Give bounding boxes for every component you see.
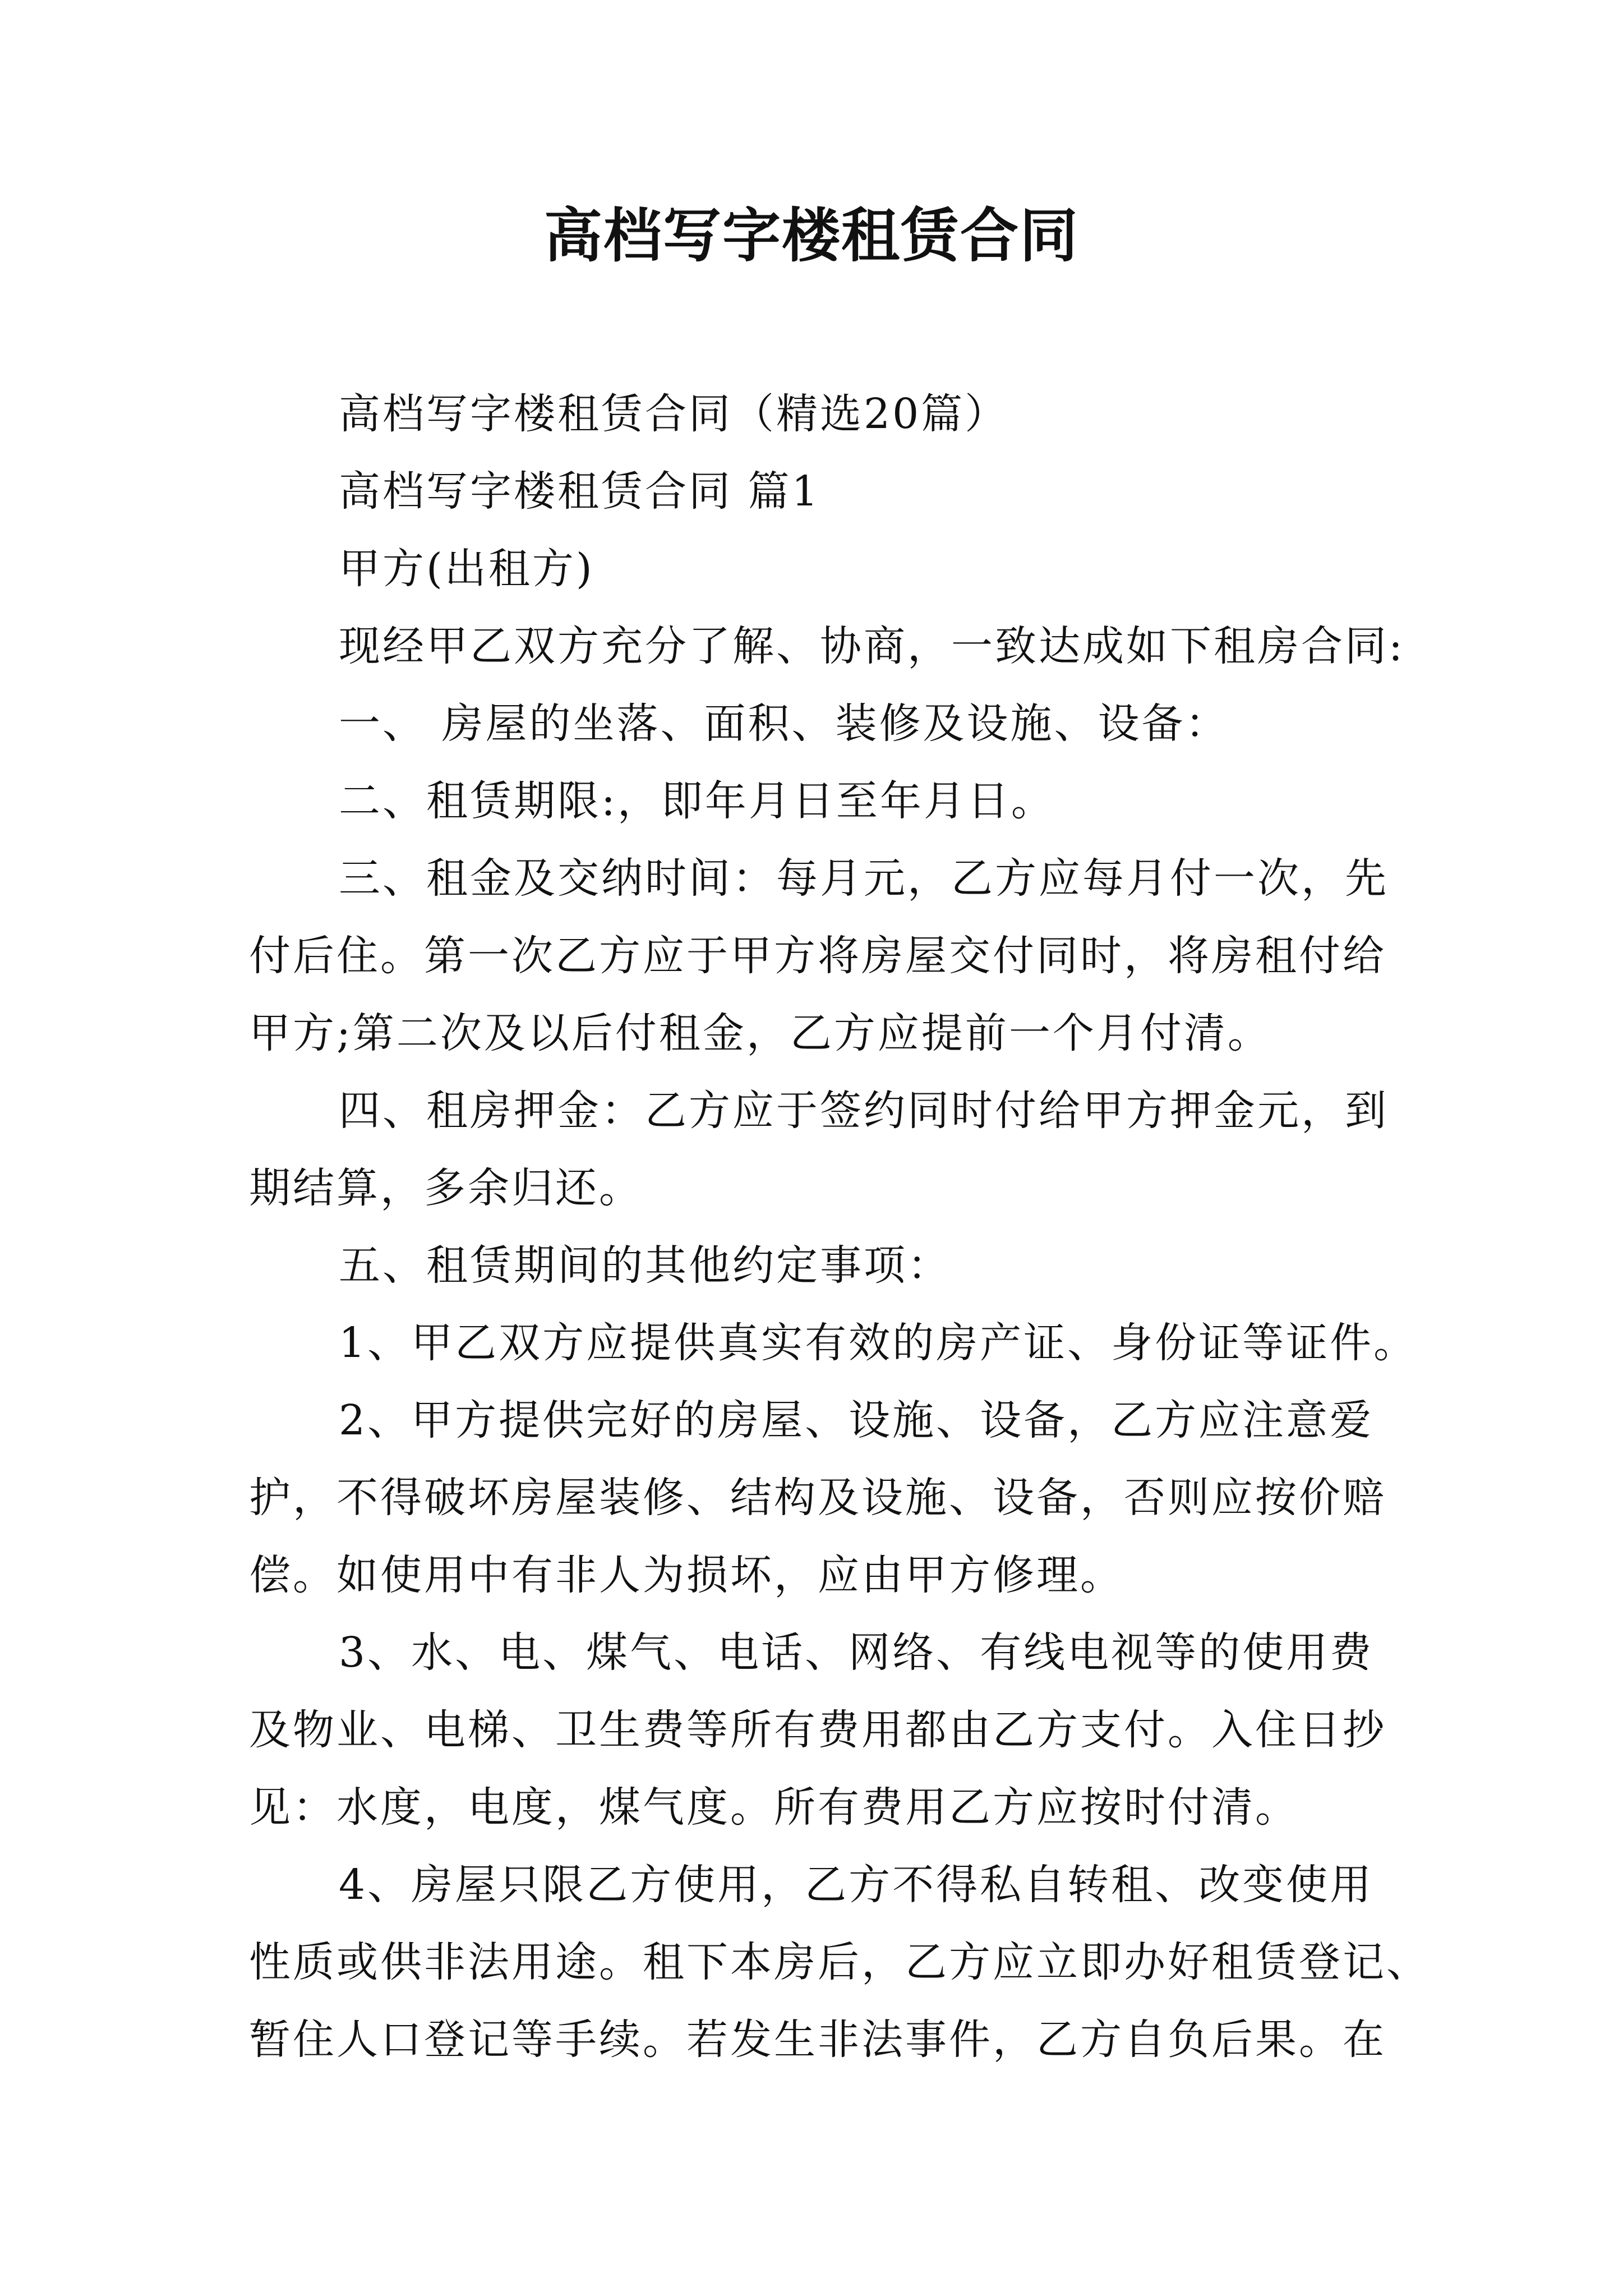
- item-4-line: 暂住人口登记等手续。若发生非法事件，乙方自负后果。在: [249, 2016, 1386, 2064]
- clause-1: 一、 房屋的坐落、面积、装修及设施、设备：: [339, 700, 1229, 748]
- clause-3-line: 付后住。第一次乙方应于甲方将房屋交付同时，将房租付给: [249, 932, 1386, 980]
- item-2-line: 护，不得破坏房屋装修、结构及设施、设备，否则应按价赔: [249, 1474, 1386, 1522]
- item-3-line: 见：水度，电度，煤气度。所有费用乙方应按时付清。: [249, 1783, 1299, 1832]
- item-3-line: 3、水、电、煤气、电话、网络、有线电视等的使用费: [339, 1628, 1374, 1677]
- clause-5-heading: 五、租赁期间的其他约定事项：: [339, 1241, 951, 1290]
- paragraph-line: 现经甲乙双方充分了解、协商，一致达成如下租房合同:: [339, 622, 1405, 670]
- clause-4-line: 四、租房押金：乙方应于签约同时付给甲方押金元，到: [339, 1087, 1389, 1135]
- clause-3-line: 三、租金及交纳时间：每月元，乙方应每月付一次，先: [339, 854, 1389, 903]
- section-heading: 高档写字楼租赁合同 篇1: [339, 467, 820, 516]
- party-a-line: 甲方(出租方): [339, 545, 594, 593]
- document-subtitle: 高档写字楼租赁合同（精选20篇）: [339, 390, 1009, 438]
- item-3-line: 及物业、电梯、卫生费等所有费用都由乙方支付。入住日抄: [249, 1706, 1386, 1754]
- item-4-line: 性质或供非法用途。租下本房后，乙方应立即办好租赁登记、: [249, 1938, 1430, 1986]
- document-title: 高档写字楼租赁合同: [543, 201, 1079, 270]
- item-2-line: 2、甲方提供完好的房屋、设施、设备，乙方应注意爱: [339, 1396, 1374, 1444]
- item-1: 1、甲乙双方应提供真实有效的房产证、身份证等证件。: [339, 1319, 1418, 1367]
- clause-3-line: 甲方;第二次及以后付租金，乙方应提前一个月付清。: [249, 1009, 1271, 1057]
- clause-2: 二、租赁期限:，即年月日至年月日。: [339, 777, 1055, 825]
- item-4-line: 4、房屋只限乙方使用，乙方不得私自转租、改变使用: [339, 1861, 1374, 1909]
- item-2-line: 偿。如使用中有非人为损坏，应由甲方修理。: [249, 1551, 1124, 1599]
- clause-4-line: 期结算，多余归还。: [249, 1164, 643, 1212]
